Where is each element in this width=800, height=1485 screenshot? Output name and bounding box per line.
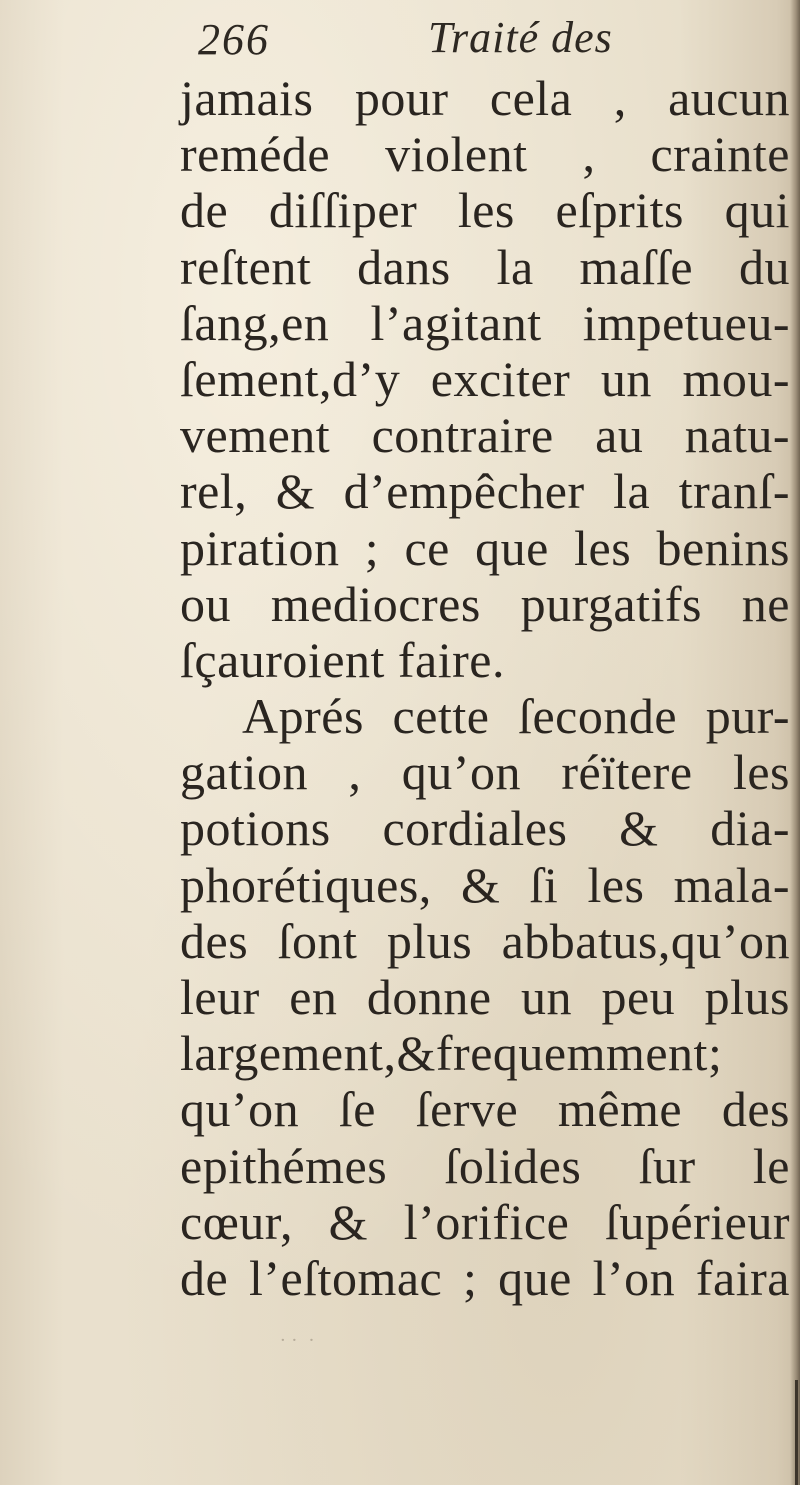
text-line: piration ; ce que les benins bbox=[180, 519, 790, 576]
text-line: de diſſiper les eſprits qui bbox=[180, 182, 790, 239]
text-line: ou mediocres purgatifs ne bbox=[180, 575, 790, 632]
paragraph-end-line: ſçauroient faire. bbox=[180, 631, 505, 688]
text-line: largement,&frequemment; bbox=[180, 1025, 723, 1082]
text-line: ſang,en l’agitant impetueu- bbox=[180, 294, 790, 351]
paragraph-start-line: Aprés cette ſeconde pur- bbox=[242, 688, 790, 745]
text-line: reſtent dans la maſſe du bbox=[180, 238, 790, 295]
page-header bbox=[190, 12, 710, 74]
running-title: Traité des bbox=[428, 13, 613, 62]
text-line: leur en donne un peu plus bbox=[180, 969, 790, 1025]
text-line: des ſont plus abbatus,qu’on bbox=[180, 912, 790, 969]
body-text bbox=[180, 70, 790, 1306]
text-line: rel, & d’empêcher la tranſ- bbox=[180, 463, 790, 520]
page-gutter-edge bbox=[790, 0, 800, 1485]
text-line: phorétiques, & ſi les mala- bbox=[180, 856, 790, 913]
text-line: qu’on ſe ſerve même des bbox=[180, 1081, 790, 1138]
text-line: gation , qu’on réïtere les bbox=[180, 744, 790, 801]
text-line: jamais pour cela , aucun bbox=[180, 70, 790, 126]
text-line: vement contraire au natu- bbox=[180, 407, 790, 464]
text-line: reméde violent , crainte bbox=[180, 126, 790, 183]
text-line: epithémes ſolides ſur le bbox=[180, 1137, 790, 1194]
text-line: cœur, & l’orifice ſupérieur bbox=[180, 1193, 790, 1250]
paper-specks: · · · bbox=[280, 1330, 315, 1351]
text-line: de l’eſtomac ; que l’on faira bbox=[180, 1249, 790, 1306]
text-line: ſement,d’y exciter un mou- bbox=[180, 350, 790, 407]
text-line: potions cordiales & dia- bbox=[180, 800, 790, 857]
page-number: 266 bbox=[198, 15, 270, 64]
